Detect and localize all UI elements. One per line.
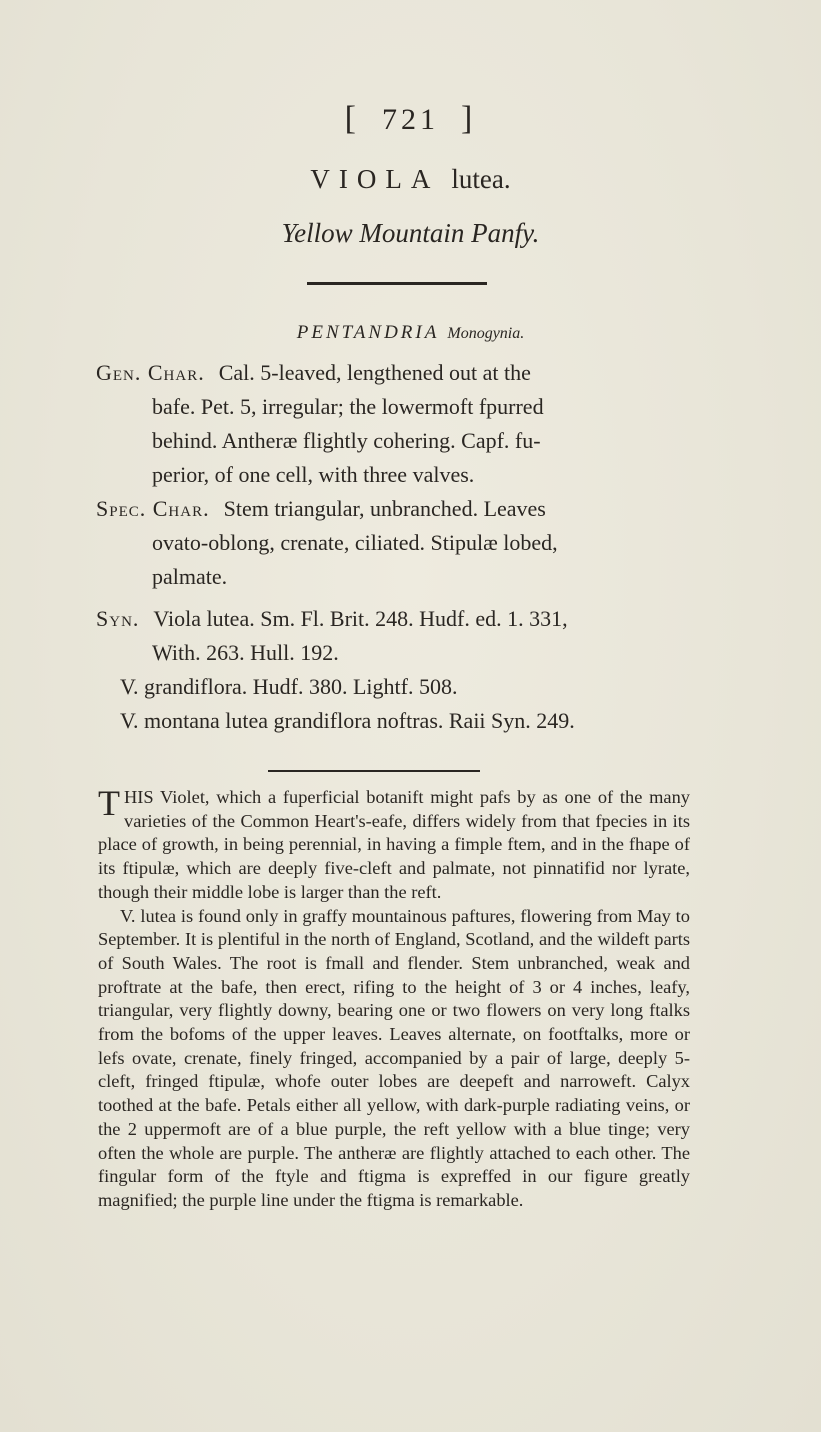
page-number [0,100,821,138]
syn-label: Syn. [96,606,140,631]
order-name: Monogynia. [447,325,525,342]
drop-cap: T [98,783,120,823]
generic-character [96,356,688,492]
gen-char-line: Cal. 5-leaved, lengthened out at the [218,360,531,385]
spec-char-label: Spec. Char. [96,496,210,521]
synonyms [96,602,688,738]
species-title [0,164,821,195]
genus-name: VIOLA [310,164,440,194]
description-paragraph [98,783,690,905]
divider-rule-bottom [268,770,480,772]
description-paragraph: V. lutea is found only in graffy mountainous paftures, flowering from May to September. It is plentiful in the north of England, Scotland, and the wildeft parts of South Wales. The root is fmall and flender. Stem unbranched, weak and proftrate at the bafe, then erect, rifing to the height of 3 or 4 inches, leafy, triangular, very flightly downy, bearing one or two flowers on very long ftalks from the bofoms of the upper leaves. Leaves alternate, on footftalks, more or lefs ovate, crenate, finely fringed, accompanied by a pair of large, deeply 5-cleft, fringed ftipulæ, whofe outer lobes are deepeft and narroweft. Calyx toothed at the bafe. Petals either all yellow, with dark-purple radiating veins, or the 2 uppermoft are of a blue purple, the reft yellow with a blue tinge; very often the whole are purple. The antheræ are flightly attached to each other. The fingular form of the ftyle and ftigma is expreffed in our figure greatly magnified; the purple line under the ftigma is remarkable. [98,905,690,1210]
spec-char-line: ovato-oblong, crenate, ciliated. Stipulæ lobed, [152,530,558,555]
description-text [98,783,690,1213]
gen-char-line: perior, of one cell, with three valves. [152,462,475,487]
syn-line: V. grandiflora. Hudf. 380. Lightf. 508. [120,674,458,699]
syn-line: V. montana lutea grandiflora noftras. Raii Syn. 249. [120,708,575,733]
gen-char-line: bafe. Pet. 5, irregular; the lowermoft fpurred [152,394,544,419]
spec-char-line: palmate. [152,564,228,589]
spec-char-line: Stem triangular, unbranched. Leaves [223,496,546,521]
class-name: PENTANDRIA [296,322,440,343]
bracket-open: [ [344,100,360,137]
gen-char-line: behind. Antheræ flightly cohering. Capf. fu- [152,428,541,453]
linnaean-class [0,322,821,344]
bracket-close: ] [461,100,477,137]
common-name: Yellow Mountain Panfy. [281,218,540,248]
paragraph-text: HIS Violet, which a fuperficial botanift might pafs by as one of the many varieties of the Common Heart's-eafe, differs widely from that fpecies in its place of growth, in being perennial, in having a fimple ftem, and in the fhape of its ftipulæ, which are deeply five-cleft and palmate, not pinnatifid nor lyrate, though their middle lobe is larger than the reft. [98,787,690,902]
page-number-value: 721 [382,103,439,136]
specific-character [96,492,688,594]
syn-line: Viola lutea. Sm. Fl. Brit. 248. Hudf. ed. 1. 331, [153,606,568,631]
divider-rule-top [307,282,487,285]
gen-char-label: Gen. Char. [96,360,205,385]
syn-line: With. 263. Hull. 192. [152,640,339,665]
species-epithet: lutea. [451,164,511,194]
